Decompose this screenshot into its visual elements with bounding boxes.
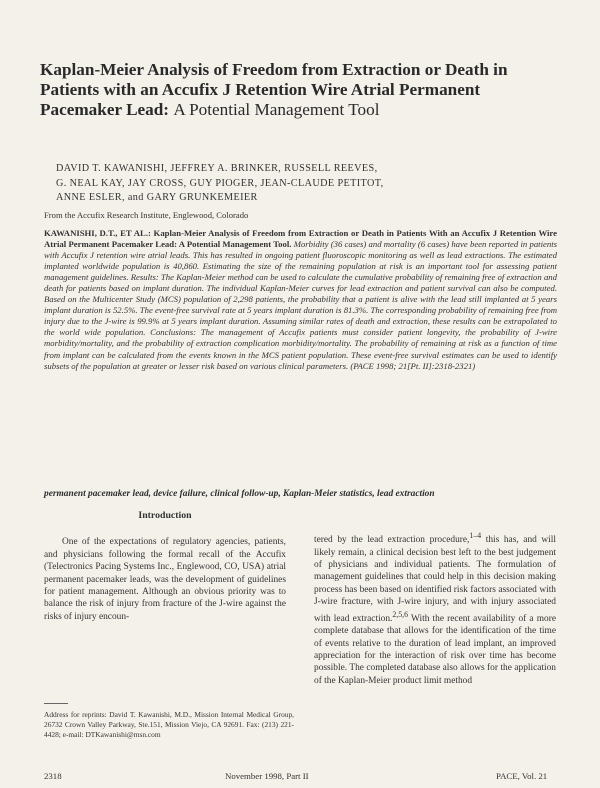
section-heading-introduction: Introduction (138, 510, 192, 521)
intro-text: With the recent availability of a more complete database that allows for the identification of the time of events relative to the duration of lead implant, an improved appreciation for the interaction of risk over time has become possible. The completed database also allows for the application of the Kaplan-Meier product limit method (314, 613, 556, 686)
article-title (40, 60, 560, 120)
citation: 1–4 (469, 531, 482, 540)
abstract (44, 228, 557, 372)
author-list (56, 162, 556, 206)
citation: 2,5,6 (392, 609, 409, 619)
footnote-rule (44, 703, 68, 704)
right-column (314, 530, 556, 687)
intro-paragraph-continued (314, 530, 556, 687)
reprint-footnote: Address for reprints: David T. Kawanishi, M.D., Mission Internal Medical Group, 26732 Crown Valley Parkway, Ste.151, Mission Viejo, CA 92691. Fax: (213) 221-4428; e-mail: DTKawanishi@msn.com (44, 710, 294, 739)
affiliation: From the Accufix Research Institute, Englewood, Colorado (44, 210, 249, 220)
abstract-heading: KAWANISHI, D.T., ET AL.: Kaplan-Meier Analysis of Freedom from Extraction or Death in Patients With an Accufix J Retention Wire Atrial Permanent Pacemaker Lead: A Potential Management Tool. (44, 228, 557, 250)
left-column (44, 510, 286, 623)
author-line: ANNE ESLER, and GARY GRUNKEMEIER (56, 192, 258, 203)
title-main: Kaplan-Meier Analysis of Freedom from Extraction or Death in Patients with an Accufix J Retention Wire Atrial Permanent Pacemaker Lead: (40, 60, 508, 119)
keywords: permanent pacemaker lead, device failure, clinical follow-up, Kaplan-Meier statistics, lead extraction (44, 489, 435, 499)
title-subtitle: A Potential Management Tool (173, 100, 380, 119)
author-line: G. NEAL KAY, JAY CROSS, GUY PIOGER, JEAN-CLAUDE PETITOT, (56, 177, 384, 189)
intro-text: this has, and will likely remain, a clinical decision best left to the best judgement of physicians and individual patients. The formulation of management guidelines that could help in this decision making process has been based on identified risk factors associated with J-wire fracture, with J-wire injury, and with injury associated with lead extraction. (314, 535, 556, 624)
abstract-body: Morbidity (36 cases) and mortality (6 cases) have been reported in patients with Accufix J retention wire atrial leads. This has resulted in ongoing patient fluoroscopic monitoring as well as lead extractions. The estimated implanted worldwide population is 40,860. Estimating the size of the remaining population at risk is an important tool for assessing patient management guidelines. Results: The Kaplan-Meier method can be used to calculate the cumulative probability of remaining free of extraction and death for patients based on implant duration. The individual Kaplan-Meier curves for lead extraction and patient survival can also be computed. Based on the Multicenter Study (MCS) population of 2,298 patients, the probability that a patient is alive with the lead still implanted at 5 years implant duration is 52.5%. The event-free survival rate at 5 years implant duration is 81.3%. The corresponding probability of remaining free from injury due to the J-wire is 99.9% at 5 years implant duration. Assuming similar rates of death and extraction, these results can be extrapolated to the world wide population. Conclusions: The management of Accufix patients must consider patient longevity, the probability of J-wire morbidity/mortality, and the probability of extraction complication morbidity/mortality. The probability of remaining at risk as a function of time from implant can be calculated from the events known in the MCS patient population. These event-free survival estimates can be used to identify subsets of the population at greater or lesser risk based on various clinical parameters. (PACE 1998; 21[Pt. II]:2318-2321) (44, 239, 557, 371)
issue-date: November 1998, Part II (225, 771, 309, 781)
author-line: DAVID T. KAWANISHI, JEFFREY A. BRINKER, RUSSELL REEVES, (56, 163, 378, 174)
intro-text: tered by the lead extraction procedure, (314, 535, 470, 546)
journal-volume: PACE, Vol. 21 (496, 771, 548, 781)
intro-paragraph: One of the expectations of regulatory agencies, patients, and physicians following the formal recall of the Accufix (Telectronics Pacing Systems Inc., Englewood, CO, USA) atrial permanent pacemaker leads, was the development of guidelines for patient management. Although an obvious priority was to balance the risk of injury from fracture of the J-wire against the risks of injury encoun- (44, 537, 286, 622)
page-number: 2318 (44, 771, 62, 781)
